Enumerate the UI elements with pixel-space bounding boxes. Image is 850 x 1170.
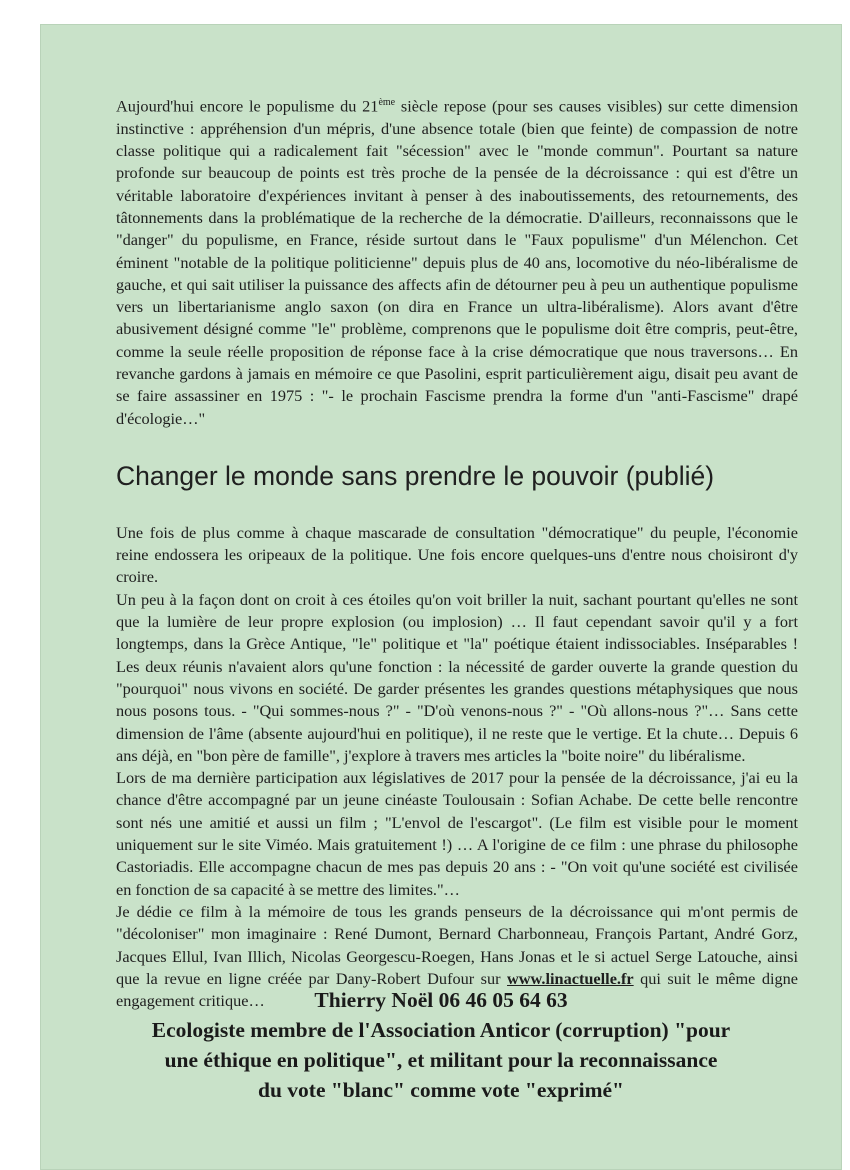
author-role-line-2: une éthique en politique", et militant pour la reconnaissance (164, 1048, 718, 1072)
website-link[interactable]: www.linactuelle.fr (507, 968, 634, 988)
century-superscript: ème (378, 97, 396, 108)
article-heading: Changer le monde sans prendre le pouvoir (publié) (116, 460, 715, 491)
article (116, 92, 798, 1012)
author-signature (40, 985, 842, 1105)
author-role-line-1: Ecologiste membre de l'Association Anticor (corruption) "pour (151, 1018, 731, 1042)
intro-paragraph (116, 92, 798, 430)
body-paragraph-2: Un peu à la façon dont on croit à ces étoiles qu'on voit briller la nuit, sachant pourtant qu'elles ne sont que la lumière de leur propre explosion (ou implosion) … Il faut cependant savoir qu'il y a fort longtemps, dans la Grèce Antique, "le" politique et "la" poétique étaient indissociables. Inséparables ! Les deux réunis n'avaient alors qu'une fonction : la nécessité de garder ouverte la grande question du "pourquoi" nous vivons en société. De garder présentes les grandes questions métaphysiques que nous nous posons tous. - "Qui sommes-nous ?" - "D'où venons-nous ?" - "Où allons-nous ?"… Sans cette dimension de l'âme (absente aujourd'hui en politique), il ne reste que le vertige. Et la chute… Depuis 6 ans déjà, en "bon père de famille", j'explore à travers mes articles la "boite noire" du libéralisme. (116, 589, 798, 765)
body-paragraph-1: Une fois de plus comme à chaque mascarade de consultation "démocratique" du peuple, l'économie reine endossera les oripeaux de la politique. Une fois encore quelques-uns d'entre nous choisiront d'y croire. (116, 522, 798, 587)
body-paragraph-3: Lors de ma dernière participation aux législatives de 2017 pour la pensée de la décroissance, j'ai eu la chance d'être accompagné par un jeune cinéaste Toulousain : Sofian Achabe. De cette belle rencontre sont nés une amitié et aussi un film ; "L'envol de l'escargot". (Le film est visible pour le moment uniquement sur le site Viméo. Mais gratuitement !) … A l'origine de ce film : une phrase du philosophe Castoriadis. Elle accompagne chacun de mes pas depuis 20 ans : - "On voit qu'une société est civilisée en fonction de sa capacité à se mettre des limites."… (116, 768, 798, 899)
intro-text-start: Aujourd'hui encore le populisme du 21 (116, 96, 379, 116)
dedication-text: Je dédie ce film à la mémoire de tous les grands penseurs de la décroissance qui m'ont permis de "décoloniser" mon imaginaire : René Dumont, Bernard Charbonneau, François Partant, André Gorz, Jacques Ellul, Ivan Illich, Nicolas Georgescu-Roegen, Hans Jonas et le si actuel Serge Latouche, ainsi que la revue en ligne créée par Dany-Robert Dufour sur (116, 901, 798, 988)
author-name-phone: Thierry Noël 06 46 05 64 63 (314, 988, 568, 1012)
dedication-text-end: qui suit le même digne engagement critique… (116, 968, 798, 1011)
author-role-line-3: du vote "blanc" comme vote "exprimé" (258, 1078, 624, 1102)
intro-text-rest: siècle repose (pour ses causes visibles) sur cette dimension instinctive : appréhension d'un mépris, d'une absence totale (bien que feinte) de compassion de notre classe politique qui a radicalement fait "sécession" avec le "monde commun". Pourtant sa nature profonde sur beaucoup de points est très proche de la pensée de la décroissance : qui est d'être un véritable laboratoire d'expériences invitant à penser à des inaboutissements, des retournements, des tâtonnements dans la problématique de la recherche de la démocratie. D'ailleurs, reconnaissons que le "danger" du populisme, en France, réside surtout dans le "Faux populisme" d'un Mélenchon. Cet éminent "notable de la politique politicienne" depuis plus de 40 ans, locomotive du néo-libéralisme de gauche, et qui sait utiliser la puissance des affects afin de détourner peu à peu un authentique populisme vers un libertarianisme anglo saxon (on dira en France un ultra-libéralisme). Alors avant d'être abusivement désigné comme "le" problème, comprenons que le populisme doit être compris, peut-être, comme la seule réelle proposition de réponse face à la crise démocratique que nous traversons… En revanche gardons à jamais en mémoire ce que Pasolini, esprit particulièrement aigu, disait peu avant de se faire assassiner en 1975 : "- le prochain Fascisme prendra la forme d'un "anti-Fascisme" drapé d'écologie…" (116, 96, 798, 428)
